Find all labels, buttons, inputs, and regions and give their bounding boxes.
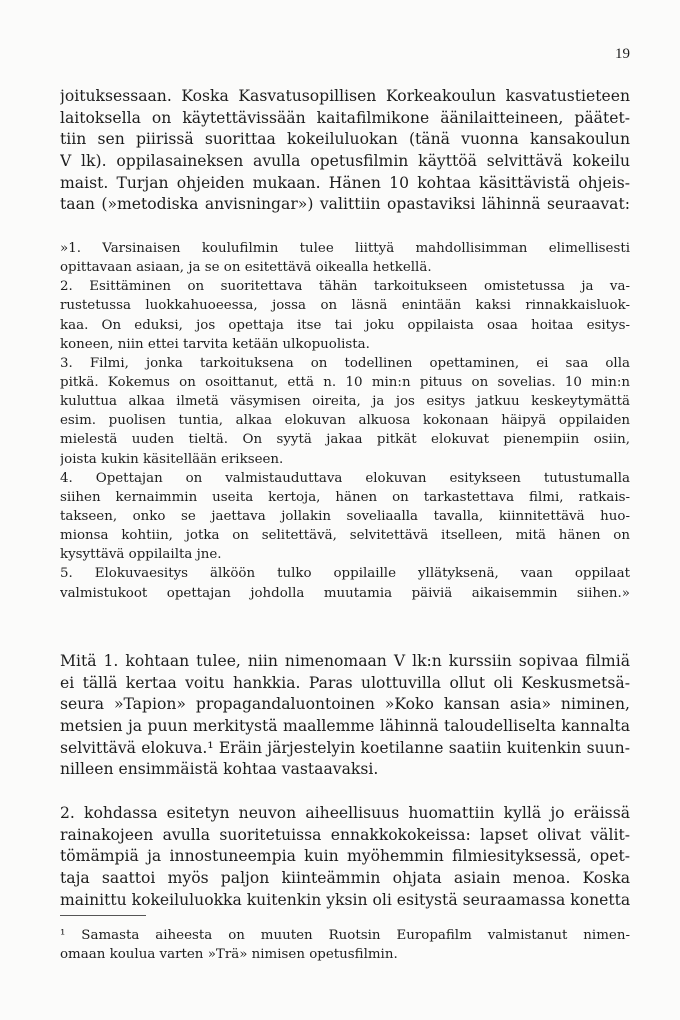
quote-line: 3. Filmi, jonka tarkoituksena on todellinen opettaminen, ei saa olla	[60, 355, 630, 371]
text-line: taan (»metodiska anvisningar») valittiin opastaviksi lähinnä seuraavat:	[60, 195, 630, 214]
quote-line: 5. Elokuvaesitys älköön tulko oppilaille yllätyksenä, vaan oppilaat	[60, 566, 630, 582]
text-line: nilleen ensimmäistä kohtaa vastaavaksi.	[60, 760, 379, 779]
text-line: metsien ja puun merkitystä maallemme lähinnä taloudelliselta kannalta	[60, 717, 630, 736]
footnote	[60, 926, 630, 964]
quote-line: »1. Varsinaisen koulufilmin tulee liittyä mahdollisimman elimellisesti	[60, 241, 630, 256]
quote-line: opittavaan asiaan, ja se on esitettävä oikealla hetkellä.	[60, 260, 432, 276]
quote-line: kysyttävä oppilailta jne.	[60, 547, 222, 563]
text-line: rainakojeen avulla suoritetuissa ennakkokokeissa: lapset olivat välit-	[60, 825, 630, 844]
text-line: laitoksella on käytettävissään kaitafilmikone äänilaitteineen, päätet-	[60, 108, 630, 127]
quote-line: joista kukin käsitellään erikseen.	[60, 451, 284, 467]
quote-line: 2. Esittäminen on suoritettava tähän tarkoitukseen omistetussa ja va-	[60, 279, 630, 295]
text-line: mainittu kokeiluluokka kuitenkin yksin oli esitystä seuraamassa konetta	[60, 890, 630, 909]
text-line: taja saattoi myös paljon kiinteämmin ohjata asiain menoa. Koska	[60, 869, 630, 888]
quote-line: kaa. On eduksi, jos opettaja itse tai joku oppilaista osaa hoitaa esitys-	[60, 317, 630, 333]
quote-line: esim. puolisen tuntia, alkaa elokuvan alkuosa kokonaan häipyä oppilaiden	[60, 413, 630, 429]
text-line: tömämpiä ja innostuneempia kuin myöhemmin filmiesityksessä, opet-	[60, 847, 630, 866]
quote-line: 4. Opettajan on valmistauduttava elokuvan esitykseen tutustumalla	[60, 470, 630, 486]
text-line: seura »Tapion» propagandaluontoinen »Koko kansan asia» niminen,	[60, 695, 630, 714]
quoted-instructions	[60, 239, 630, 603]
quote-line: pitkä. Kokemus on osoittanut, että n. 10 min:n pituus on sovelias. 10 min:n	[60, 374, 630, 390]
quote-line: siihen kernaimmin useita kertoja, hänen on tarkastettava filmi, ratkais-	[60, 489, 630, 505]
text-line: tiin sen piirissä suorittaa kokeiluluokan (tänä vuonna kansakoulun	[60, 130, 630, 149]
paragraph-point-one	[60, 651, 630, 781]
quote-line: takseen, onko se jaettava jollakin soveliaalla tavalla, kiinnitettävä huo-	[60, 508, 630, 524]
paragraph-point-two	[60, 803, 630, 911]
footnote-line: omaan koulua varten »Trä» nimisen opetusfilmin.	[60, 947, 398, 962]
text-line: joituksessaan. Koska Kasvatusopillisen Korkeakoulun kasvatustieteen	[60, 87, 630, 105]
quote-line: rustetussa luokkahuoeessa, jossa on läsnä enintään kaksi rinnakkaisluok-	[60, 298, 630, 314]
footnote-divider	[60, 915, 146, 916]
text-line: 2. kohdassa esitetyn neuvon aiheellisuus huomattiin kyllä jo eräissä	[60, 804, 630, 822]
footnote-line: ¹ Samasta aiheesta on muuten Ruotsin Europafilm valmistanut nimen-	[60, 928, 630, 943]
text-line: Mitä 1. kohtaan tulee, niin nimenomaan V lk:n kurssiin sopivaa filmiä	[60, 652, 630, 670]
page-number: 19	[615, 46, 630, 62]
text-line: selvittävä elokuva.¹ Eräin järjestelyin koetilanne saatiin kuitenkin suun-	[60, 738, 630, 757]
quote-line: valmistukoot opettajan johdolla muutamia päiviä aikaisemmin siihen.»	[60, 585, 630, 601]
quote-line: mielestä uuden tieltä. On syytä jakaa pitkät elokuvat pienempiin osiin,	[60, 432, 630, 448]
paragraph-intro	[60, 86, 630, 216]
quote-line: mionsa kohtiin, jotka on selitettävä, selvitettävä itselleen, mitä hänen on	[60, 528, 630, 544]
text-line: ei tällä kertaa voitu hankkia. Paras ulottuvilla ollut oli Keskusmetsä-	[60, 673, 630, 692]
quote-line: kuluttua alkaa ilmetä väsymisen oireita, ja jos esitys jatkuu keskeytymättä	[60, 394, 630, 410]
text-line: maist. Turjan ohjeiden mukaan. Hänen 10 kohtaa käsittävistä ohjeis-	[60, 173, 630, 192]
quote-line: koneen, niin ettei tarvita ketään ulkopuolista.	[60, 336, 370, 352]
text-line: V lk). oppilasaineksen avulla opetusfilmin käyttöä selvittävä kokeilu	[60, 152, 630, 171]
